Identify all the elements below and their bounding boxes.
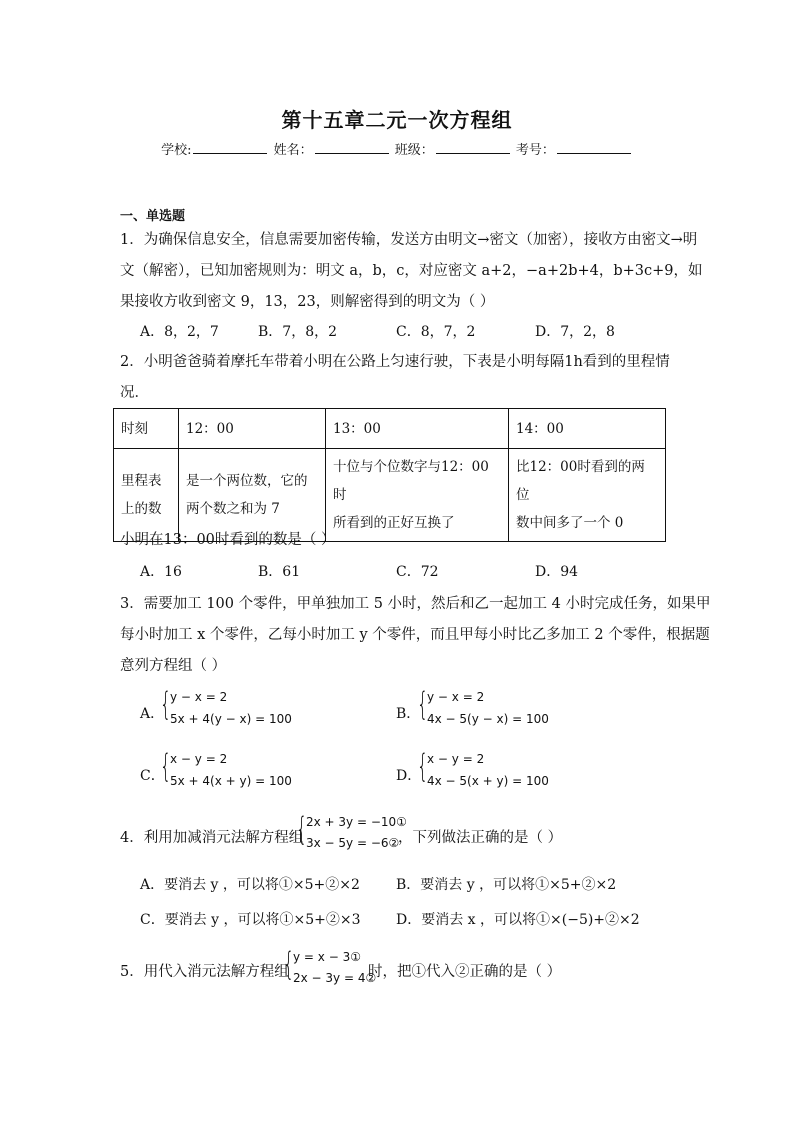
q2-line1: 2．小明爸爸骑着摩托车带着小明在公路上匀速行驶，下表是小明每隔1h看到的里程情	[120, 354, 670, 370]
brace-glyph: {	[296, 810, 308, 848]
page-title: 第十五章二元一次方程组	[281, 108, 513, 132]
q1-option-d: D．7，2，8	[535, 324, 615, 340]
school-blank	[193, 142, 267, 154]
equation: 2x − 3y = 4②	[293, 971, 377, 985]
equation: x − y = 2	[427, 752, 485, 766]
q3-line2: 每小时加工 x 个零件，乙每小时加工 y 个零件，而且甲每小时比乙多加工 2 个零件，根据题	[120, 627, 710, 643]
row-label-line: 里程表	[121, 473, 162, 489]
q3-option-b-label: B．	[396, 706, 421, 722]
q1-option-b: B．7，8，2	[258, 324, 338, 340]
q1-option-c: C．8，7，2	[396, 324, 476, 340]
brace-glyph: {	[160, 747, 172, 785]
q2-option-d: D．94	[535, 564, 579, 580]
q5-prefix: 5．用代入消元法解方程组	[120, 964, 289, 980]
cell-line: 所看到的正好互换了	[333, 515, 455, 531]
q3-option-b-system	[417, 685, 567, 730]
table-cell: 12：00	[179, 409, 326, 449]
table-cell	[326, 449, 509, 542]
q3-line1: 3．需要加工 100 个零件，甲单独加工 5 小时，然后和乙一起加工 4 小时完成任务，如果甲	[120, 596, 711, 612]
equation: x − y = 2	[170, 752, 228, 766]
student-info-line	[0, 139, 794, 158]
q3-option-a-label: A．	[140, 706, 165, 722]
q4-prefix: 4．利用加减消元法解方程组	[120, 830, 304, 846]
equation: y − x = 2	[427, 690, 485, 704]
q1-option-a: A．8，2，7	[140, 324, 219, 340]
equation: 2x + 3y = −10①	[306, 815, 407, 829]
equation: y − x = 2	[170, 690, 228, 704]
class-label: 班级：	[394, 143, 434, 158]
id-blank	[557, 142, 631, 154]
q3-option-c-label: C．	[140, 768, 165, 784]
q4-system	[296, 810, 407, 855]
id-label: 考号：	[515, 143, 555, 158]
q3-option-c-system	[160, 747, 310, 792]
equation: 5x + 4(x + y) = 100	[170, 774, 292, 788]
q2-option-a: A．16	[140, 564, 182, 580]
equation: 4x − 5(x + y) = 100	[427, 774, 549, 788]
q3-option-d-system	[417, 747, 567, 792]
cell-line: 十位与个位数字与12：00时	[333, 459, 489, 503]
brace-glyph: {	[417, 747, 429, 785]
q4-option-a: A．要消去 y ，可以将①×5+②×2	[140, 877, 360, 893]
table-row	[114, 449, 666, 542]
brace-glyph: {	[160, 685, 172, 723]
mileage-table	[113, 408, 666, 542]
q2-option-c: C．72	[396, 564, 439, 580]
q3-option-d-label: D．	[396, 768, 422, 784]
q4-option-c: C．要消去 y ，可以将①×5+②×3	[140, 912, 361, 928]
q2-line2: 况．	[120, 385, 149, 401]
q1-line3: 果接收方收到密文 9，13，23，则解密得到的明文为（ ）	[120, 294, 495, 310]
q3-line3: 意列方程组（ ）	[120, 658, 227, 674]
q2-question: 小明在13：00时看到的数是（ ）	[120, 532, 336, 548]
q4-option-b: B．要消去 y ，可以将①×5+②×2	[396, 877, 617, 893]
q5-suffix: 时，把①代入②正确的是（ ）	[368, 964, 562, 980]
brace-glyph: {	[417, 685, 429, 723]
cell-line: 是一个两位数，它的	[186, 473, 308, 489]
name-label: 姓名：	[273, 143, 313, 158]
section-title: 一、单选题	[120, 209, 186, 224]
name-blank	[315, 142, 389, 154]
q3-option-a-system	[160, 685, 310, 730]
q4-suffix: ，下列做法正确的是（ ）	[398, 830, 563, 846]
brace-glyph: {	[283, 945, 295, 983]
q2-option-b: B．61	[258, 564, 301, 580]
school-label: 学校:	[161, 143, 192, 158]
equation: 5x + 4(y − x) = 100	[170, 712, 292, 726]
equation: y = x − 3①	[293, 950, 361, 964]
table-cell	[179, 449, 326, 542]
table-header-row	[114, 409, 666, 449]
equation: 3x − 5y = −6②	[306, 836, 400, 850]
row-label-line: 上的数	[121, 501, 162, 517]
table-cell	[114, 449, 179, 542]
cell-line: 两个数之和为 7	[186, 501, 280, 517]
class-blank	[436, 142, 510, 154]
table-cell	[509, 449, 666, 542]
q1-line2: 文（解密），已知加密规则为：明文 a，b，c，对应密文 a+2，−a+2b+4，b+3c+9，如	[120, 263, 703, 279]
q1-line1: 1．为确保信息安全，信息需要加密传输，发送方由明文→密文（加密），接收方由密文→明	[120, 232, 698, 248]
cell-line: 数中间多了一个 0	[516, 515, 624, 531]
q5-system	[283, 945, 377, 990]
q4-option-d: D．要消去 x ，可以将①×(−5)+②×2	[396, 912, 640, 928]
table-cell: 14：00	[509, 409, 666, 449]
cell-line: 比12：00时看到的两位	[516, 459, 645, 503]
table-cell: 13：00	[326, 409, 509, 449]
table-cell: 时刻	[114, 409, 179, 449]
equation: 4x − 5(y − x) = 100	[427, 712, 549, 726]
